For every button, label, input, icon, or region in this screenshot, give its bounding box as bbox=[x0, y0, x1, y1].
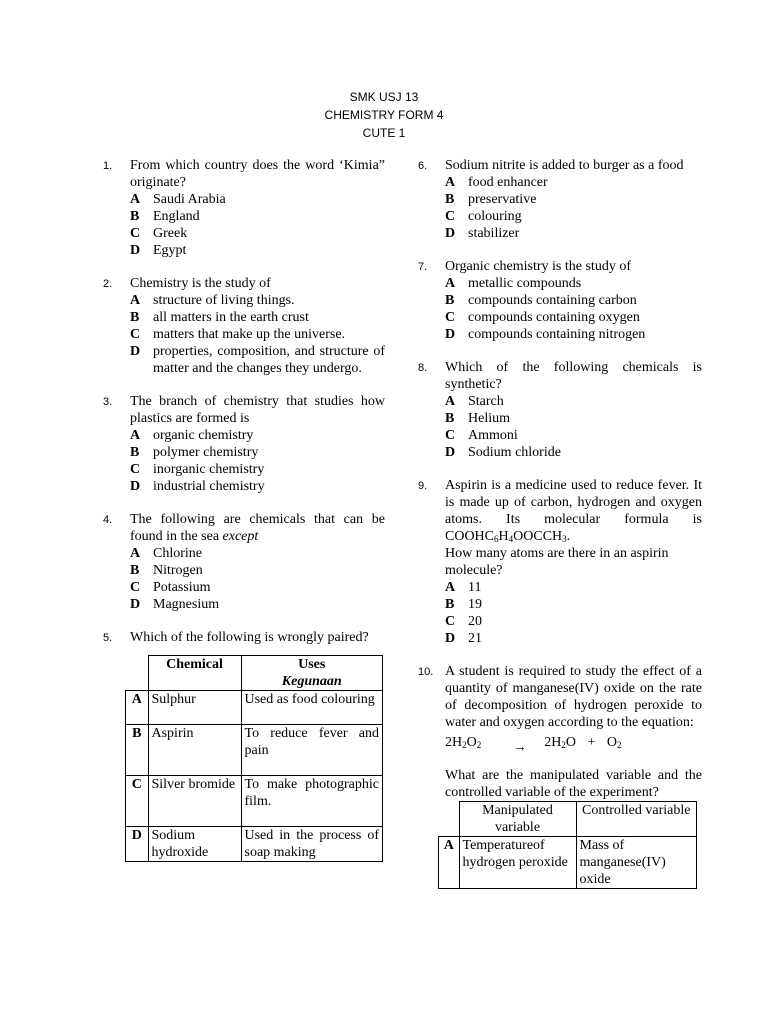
option-c: C inorganic chemistry bbox=[130, 462, 265, 477]
question-5 bbox=[103, 629, 385, 646]
option-d: D compounds containing nitrogen bbox=[445, 327, 646, 342]
left-column bbox=[103, 157, 385, 862]
table-row: A Temperatureof hydrogen peroxide Mass of manganese(IV) oxide bbox=[439, 837, 697, 889]
option-b: B polymer chemistry bbox=[130, 445, 259, 460]
option-d: D stabilizer bbox=[445, 226, 520, 241]
chemical-uses-table bbox=[125, 655, 383, 862]
table-row: C Silver bromide To make photographic film. bbox=[126, 776, 383, 827]
variables-table bbox=[438, 801, 697, 889]
option-b: B Nitrogen bbox=[130, 563, 203, 578]
option-a: A Chlorine bbox=[130, 546, 202, 561]
question-3 bbox=[103, 393, 385, 495]
question-number: 9. bbox=[418, 480, 428, 492]
table-row: D Sodium hydroxide Used in the process of soap making bbox=[126, 827, 383, 862]
question-10 bbox=[418, 663, 702, 801]
option-d: D Egypt bbox=[130, 243, 187, 258]
option-b: B compounds containing carbon bbox=[445, 293, 637, 308]
option-d: D industrial chemistry bbox=[130, 479, 265, 494]
emphasis-except: except bbox=[222, 529, 259, 544]
question-stem: Sodium nitrite is added to burger as a food bbox=[445, 158, 684, 173]
question-6 bbox=[418, 157, 702, 242]
question-number: 7. bbox=[418, 261, 428, 273]
question-stem: Aspirin is a medicine used to reduce fever. It is made up of carbon, hydrogen and oxygen atoms. Its molecular formula is $COOHC_6H_4OOCCH_3$. bbox=[445, 478, 702, 544]
question-stem: The following are chemicals that can be found in the sea except bbox=[130, 512, 385, 544]
question-stem: The branch of chemistry that studies how plastics are formed is bbox=[130, 394, 385, 426]
question-stem: Organic chemistry is the study of bbox=[445, 259, 631, 274]
question-8 bbox=[418, 359, 702, 461]
header-uses: Uses Kegunaan bbox=[241, 656, 383, 691]
question-4 bbox=[103, 511, 385, 613]
option-c: C Potassium bbox=[130, 580, 211, 595]
option-b: B 19 bbox=[445, 597, 482, 612]
question-number: 3. bbox=[103, 396, 113, 408]
option-c: C colouring bbox=[445, 209, 522, 224]
option-b: B England bbox=[130, 209, 200, 224]
option-c: C compounds containing oxygen bbox=[445, 310, 640, 325]
option-c: C Ammoni bbox=[445, 428, 518, 443]
question-stem: Which of the following is wrongly paired? bbox=[130, 630, 369, 645]
option-d: D Magnesium bbox=[130, 597, 220, 612]
question-stem: From which country does the word ‘Kimia” originate? bbox=[130, 158, 385, 190]
question-number: 10. bbox=[418, 666, 434, 678]
question-9 bbox=[418, 477, 702, 647]
question-number: 8. bbox=[418, 362, 428, 374]
question-number: 6. bbox=[418, 160, 428, 172]
question-stem-2: What are the manipulated variable and the controlled variable of the experiment? bbox=[445, 768, 702, 800]
table-row: A Sulphur Used as food colouring bbox=[126, 691, 383, 725]
option-c: C matters that make up the universe. bbox=[130, 327, 346, 342]
option-d: D Sodium chloride bbox=[445, 445, 561, 460]
molecular-formula: $COOHC_6H_4OOCCH_3$. bbox=[445, 529, 571, 544]
question-number: 5. bbox=[103, 632, 113, 644]
option-a: A food enhancer bbox=[445, 175, 548, 190]
question-2 bbox=[103, 275, 385, 377]
option-b: B preservative bbox=[445, 192, 537, 207]
header-manipulated: Manipulated variable bbox=[459, 802, 576, 837]
set-title: CUTE 1 bbox=[362, 126, 406, 140]
option-c: C Greek bbox=[130, 226, 188, 241]
option-a: A metallic compounds bbox=[445, 276, 582, 291]
header-controlled: Controlled variable bbox=[576, 802, 697, 837]
chemical-equation: $2H_2O_2$ → $2H_2O + O_2$ bbox=[445, 735, 622, 755]
option-b: B all matters in the earth crust bbox=[130, 310, 309, 325]
option-a: A structure of living things. bbox=[130, 293, 295, 308]
reaction-arrow: → bbox=[512, 740, 527, 755]
option-c: C 20 bbox=[445, 614, 482, 629]
page-header bbox=[0, 88, 768, 142]
option-b: B Helium bbox=[445, 411, 510, 426]
question-7 bbox=[418, 258, 702, 343]
question-number: 1. bbox=[103, 160, 113, 172]
question-number: 4. bbox=[103, 514, 113, 526]
question-stem: Which of the following chemicals is synthetic? bbox=[445, 360, 702, 392]
question-stem: Chemistry is the study of bbox=[130, 276, 271, 291]
option-a: A Saudi Arabia bbox=[130, 192, 226, 207]
question-stem-2: How many atoms are there in an aspirin molecule? bbox=[445, 546, 669, 578]
option-a: A organic chemistry bbox=[130, 428, 254, 443]
school-name: SMK USJ 13 bbox=[349, 90, 419, 104]
question-number: 2. bbox=[103, 278, 113, 290]
question-stem: A student is required to study the effect of a quantity of manganese(IV) oxide on the rate of decomposition of hydrogen peroxide to water and oxygen according to the equation: bbox=[445, 664, 702, 730]
right-column bbox=[418, 157, 702, 889]
question-1 bbox=[103, 157, 385, 259]
option-a: A 11 bbox=[445, 580, 482, 595]
table-row: B Aspirin To reduce fever and pain bbox=[126, 725, 383, 776]
option-d: D properties, composition, and structure of matter and the changes they undergo. bbox=[130, 344, 385, 376]
subject-title: CHEMISTRY FORM 4 bbox=[324, 108, 444, 122]
option-a: A Starch bbox=[445, 394, 504, 409]
header-chemical: Chemical bbox=[148, 656, 241, 691]
option-d: D 21 bbox=[445, 631, 482, 646]
